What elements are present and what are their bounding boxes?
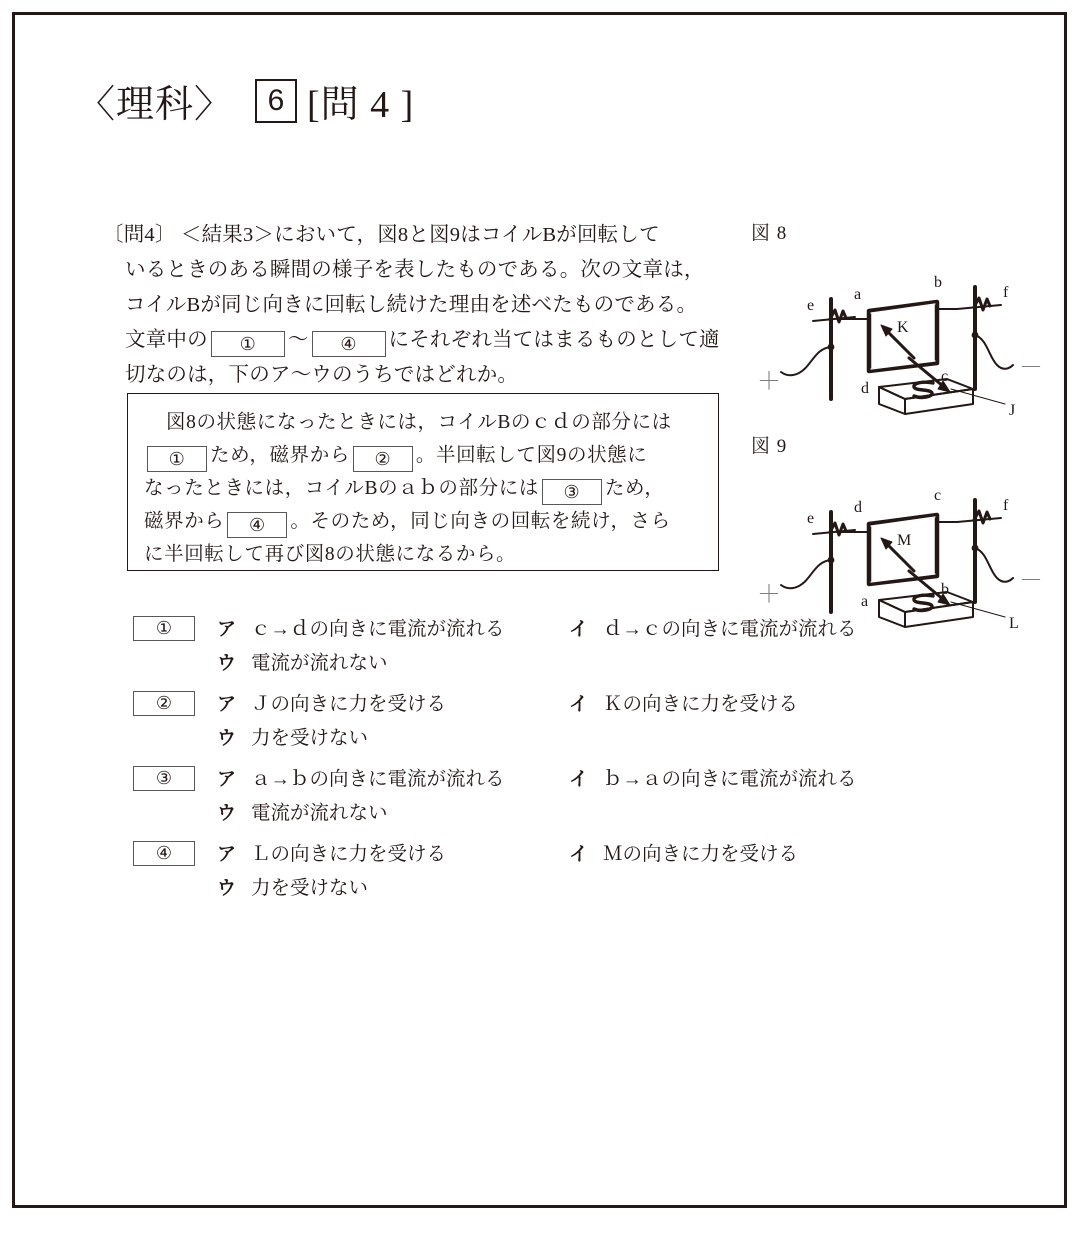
range-tilde: ～ [287, 329, 309, 351]
choice-group-3 [133, 763, 963, 831]
passage-line-5: に半回転して再び図8の状態になるから。 [144, 544, 517, 565]
choice-row-primary [133, 688, 963, 722]
choice-marker-a: ア [217, 619, 237, 640]
choice-marker-u: ウ [217, 653, 237, 674]
exam-page-frame [12, 12, 1067, 1208]
figure-8-diagram [751, 247, 1051, 419]
passage-blank-1: ① [147, 446, 207, 472]
answer-choice-list [133, 613, 963, 913]
passage-line-4-b: 。そのため，同じ向きの回転を続け，さら [290, 511, 671, 532]
figure-column [751, 218, 1071, 632]
choice-option-2-i[interactable] [569, 688, 798, 716]
choice-marker-u: ウ [217, 803, 237, 824]
choice-row-secondary [133, 647, 963, 681]
choice-option-1-u[interactable] [217, 647, 569, 675]
figure-9-minus-sign: － [1019, 567, 1043, 594]
choice-option-2-a[interactable] [217, 688, 569, 716]
choice-text-4-u: 力を受けない [251, 878, 369, 899]
inline-blank-last: ④ [312, 331, 386, 357]
passage-line-3-b: ため， [604, 478, 665, 499]
choice-text-4-a: Ｌの向きに力を受ける [251, 844, 447, 865]
choice-label-spacer [133, 725, 195, 750]
choice-option-2-u[interactable] [217, 722, 569, 750]
page-title [77, 73, 414, 128]
choice-text-2-u: 力を受けない [251, 728, 369, 749]
figure-8 [751, 218, 1071, 419]
figure-9 [751, 431, 1071, 632]
figure-9-label: 図 9 [751, 436, 788, 457]
passage-line-4-a: 磁界から [144, 511, 225, 532]
passage-line-1: 図8の状態になったときには，コイルBのｃｄの部分には [166, 412, 672, 433]
figure-9-corner-c: c [934, 487, 942, 504]
passage-line-2-b: 。半回転して図9の状態に [415, 445, 648, 466]
choice-text-2-i: Ｋの向きに力を受ける [603, 694, 799, 715]
question-paragraph [103, 218, 733, 393]
choice-label-spacer [133, 800, 195, 825]
choice-text-1-u: 電流が流れない [251, 653, 388, 674]
figure-8-arrow-J: J [1009, 402, 1016, 419]
choice-blank-label-2: ② [133, 691, 195, 716]
figure-8-terminal-e: e [807, 297, 815, 314]
choice-label-spacer [133, 650, 195, 675]
figure-9-diagram [751, 460, 1051, 632]
figure-8-corner-c: c [941, 368, 949, 385]
choice-text-3-u: 電流が流れない [251, 803, 388, 824]
question-line-1: 〔問4〕 ＜結果3＞において，図8と図9はコイルBが回転して [103, 224, 660, 246]
choice-marker-i: イ [569, 694, 589, 715]
question-line-2: いるときのある瞬間の様子を表したものである。次の文章は， [125, 259, 705, 281]
choice-option-3-i[interactable] [569, 763, 857, 791]
figure-8-label: 図 8 [751, 223, 788, 244]
choice-text-1-i: ｄ→ｃの向きに電流が流れる [603, 619, 857, 640]
choice-option-3-u[interactable] [217, 797, 569, 825]
choice-marker-u: ウ [217, 728, 237, 749]
choice-text-3-a: ａ→ｂの向きに電流が流れる [251, 769, 505, 790]
passage-line-2-a: ため，磁界から [210, 445, 350, 466]
choice-text-2-a: Ｊの向きに力を受ける [251, 694, 447, 715]
choice-option-3-a[interactable] [217, 763, 569, 791]
choice-option-4-i[interactable] [569, 838, 798, 866]
choice-option-4-u[interactable] [217, 872, 569, 900]
passage-line-3-a: なったときには，コイルBのａｂの部分には [144, 478, 539, 499]
choice-text-4-i: Ｍの向きに力を受ける [603, 844, 799, 865]
passage-blank-3: ③ [542, 479, 602, 505]
choice-marker-a: ア [217, 769, 237, 790]
choice-group-2 [133, 688, 963, 756]
figure-9-corner-b: b [941, 581, 949, 598]
passage-line-3 [144, 472, 704, 505]
choice-text-3-i: ｂ→ａの向きに電流が流れる [603, 769, 857, 790]
figure-8-arrow-K: K [897, 319, 909, 336]
question-line-4 [103, 323, 733, 358]
choice-group-4 [133, 838, 963, 906]
figure-9-corner-a: a [861, 593, 869, 610]
figure-8-plus-sign: ＋ [757, 368, 781, 395]
choice-text-1-a: ｃ→ｄの向きに電流が流れる [251, 619, 505, 640]
choice-marker-i: イ [569, 769, 589, 790]
choice-option-1-a[interactable] [217, 613, 569, 641]
choice-blank-label-4: ④ [133, 841, 195, 866]
figure-9-corner-d: d [854, 499, 862, 516]
choice-row-secondary [133, 797, 963, 831]
figure-9-arrow-M: M [897, 532, 912, 549]
choice-row-primary [133, 838, 963, 872]
choice-blank-label-3: ③ [133, 766, 195, 791]
question-line-3: コイルBが同じ向きに回転し続けた理由を述べたものである。 [125, 294, 698, 316]
figure-8-terminal-f: f [1003, 284, 1009, 301]
choice-marker-i: イ [569, 844, 589, 865]
question-line-4-suffix: にそれぞれ当てはまるものとして適 [388, 329, 720, 351]
passage-line-4 [144, 505, 704, 538]
figure-9-plus-sign: ＋ [757, 581, 781, 608]
figure-9-arrow-L: L [1009, 615, 1019, 632]
figure-8-corner-a: a [854, 286, 862, 303]
choice-blank-label-1: ① [133, 616, 195, 641]
choice-marker-i: イ [569, 619, 589, 640]
figure-9-terminal-e: e [807, 510, 815, 527]
passage-line-2 [144, 439, 704, 472]
choice-marker-u: ウ [217, 878, 237, 899]
figure-9-terminal-f: f [1003, 497, 1009, 514]
question-text-column [103, 218, 733, 393]
passage-blank-2: ② [353, 446, 413, 472]
figure-8-minus-sign: － [1019, 354, 1043, 381]
question-line-4-prefix: 文章中の [125, 329, 208, 351]
inline-blank-first: ① [211, 331, 285, 357]
passage-blank-4: ④ [227, 512, 287, 538]
question-number-label: [問 4 ] [307, 84, 415, 126]
figure-8-corner-b: b [934, 274, 942, 291]
question-line-5: 切なのは，下のア～ウのうちではどれか。 [125, 364, 519, 386]
choice-label-spacer [133, 875, 195, 900]
subject-title: 〈理科〉 [77, 84, 234, 126]
choice-row-secondary [133, 722, 963, 756]
choice-option-4-a[interactable] [217, 838, 569, 866]
question-group-number: 6 [255, 79, 297, 123]
figure-8-corner-d: d [861, 380, 869, 397]
choice-marker-a: ア [217, 844, 237, 865]
choice-marker-a: ア [217, 694, 237, 715]
passage-box [127, 393, 719, 571]
choice-row-primary [133, 763, 963, 797]
choice-row-secondary [133, 872, 963, 906]
